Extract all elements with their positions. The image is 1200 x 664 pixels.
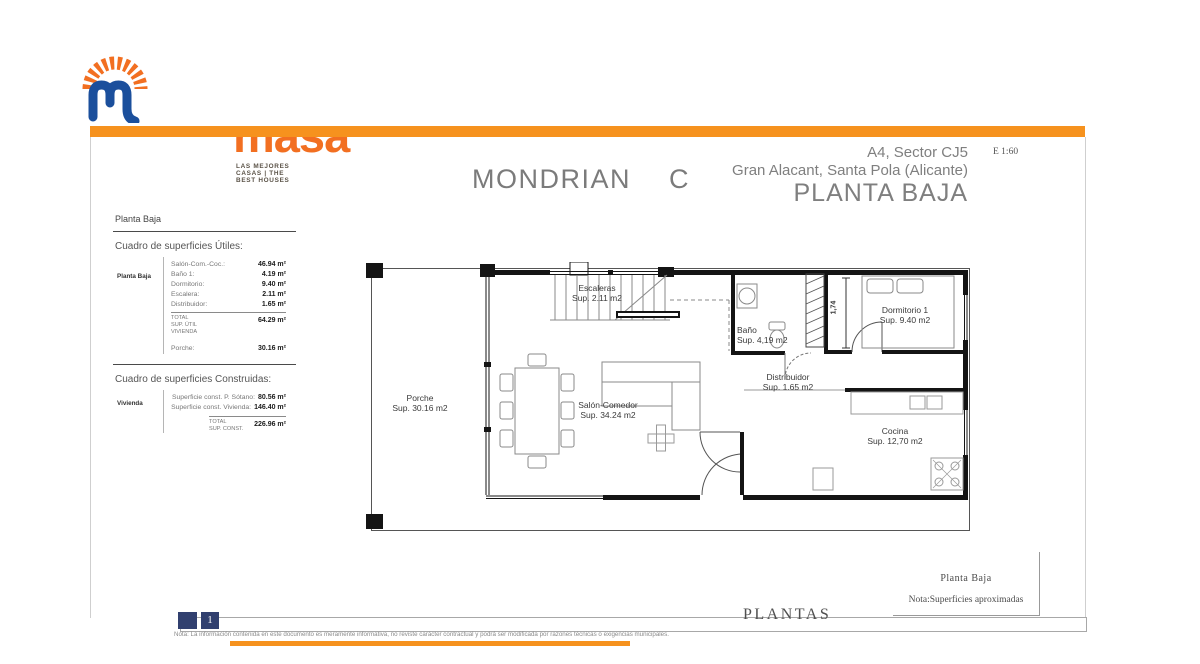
plan-caption-box	[893, 552, 1040, 616]
floor-plan	[365, 262, 977, 536]
sheet-right-border	[1085, 137, 1086, 618]
table-row: Baño 1: 4.19 m²	[171, 270, 286, 278]
table-row: Distribuidor: 1.65 m²	[171, 300, 286, 308]
useful-total-row: TOTAL SUP. ÚTIL VIVIENDA 64.29 m²	[171, 312, 286, 336]
room-label-salon: Salón-Comedor Sup. 34.24 m2	[578, 400, 638, 421]
table-row: Escalera: 2.11 m²	[171, 290, 286, 298]
page-number-box[interactable]: 1	[201, 612, 219, 629]
room-label-bano: Baño Sup. 4,19 m2	[737, 325, 788, 346]
built-surfaces-table	[117, 390, 296, 433]
table-row: Salón-Com.-Coc.: 46.94 m²	[171, 260, 286, 268]
table-row: Superficie const. Vivienda: 146.40 m²	[171, 404, 286, 412]
useful-surfaces-table	[117, 257, 296, 354]
model-variant: C	[669, 164, 690, 194]
room-label-escaleras: Escaleras Sup. 2.11 m2	[572, 283, 622, 304]
useful-surfaces-title: Cuadro de superficies Útiles:	[115, 241, 243, 252]
panel-divider	[113, 364, 296, 365]
brand-tagline: LAS MEJORES CASAS | THE BEST HOUSES	[236, 163, 290, 184]
built-group-label: Vivienda	[117, 399, 143, 407]
built-surfaces-title: Cuadro de superficies Construidas:	[115, 373, 272, 385]
floor-title: PLANTA BAJA	[793, 179, 968, 207]
footer-orange-bar	[230, 641, 630, 646]
model-title	[472, 164, 690, 195]
room-label-cocina: Cocina Sup. 12,70 m2	[867, 426, 923, 447]
legal-disclaimer: Nota: La información contenida en este documento es meramente informativa, no reviste carácter contractual y podrá ser modificada por razones técnicas o exigencias municipales.	[174, 631, 669, 638]
sector-line: A4, Sector CJ5	[867, 144, 968, 161]
surfaces-panel	[113, 214, 296, 433]
table-row: Dormitorio: 9.40 m²	[171, 280, 286, 288]
dimension-label: 1,74	[830, 300, 838, 315]
masa-logo-icon	[80, 55, 152, 123]
porche-row: Porche: 30.16 m²	[171, 345, 286, 353]
project-header	[732, 144, 968, 207]
room-label-porche: Porche Sup. 30.16 m2	[392, 393, 448, 414]
page-indicator-box	[178, 612, 197, 629]
approx-note: Nota:Superficies aproximadas	[908, 595, 1024, 605]
useful-group-label: Planta Baja	[117, 273, 151, 280]
titleblock-strip	[180, 617, 1087, 632]
scale-label: E 1:60	[993, 147, 1019, 157]
table-row: Superficie const. P. Sótano: 80.56 m²	[171, 393, 286, 401]
built-total-row: TOTAL SUP. CONST. 226.96 m²	[209, 416, 286, 433]
orange-header-bar	[90, 126, 1085, 137]
plan-caption: Planta Baja	[940, 573, 992, 584]
floor-plan-drawing	[365, 262, 977, 536]
model-name: MONDRIAN	[472, 164, 631, 194]
section-title: PLANTAS	[743, 606, 832, 623]
panel-floor-label: Planta Baja	[113, 214, 296, 232]
room-label-distribuidor: Distribuidor Sup. 1.65 m2	[762, 372, 814, 393]
location-line: Gran Alacant, Santa Pola (Alicante)	[732, 162, 968, 179]
masa-logo	[80, 55, 300, 184]
room-label-dormitorio: Dormitorio 1 Sup. 9.40 m2	[879, 305, 931, 326]
sheet-left-border	[90, 137, 91, 618]
